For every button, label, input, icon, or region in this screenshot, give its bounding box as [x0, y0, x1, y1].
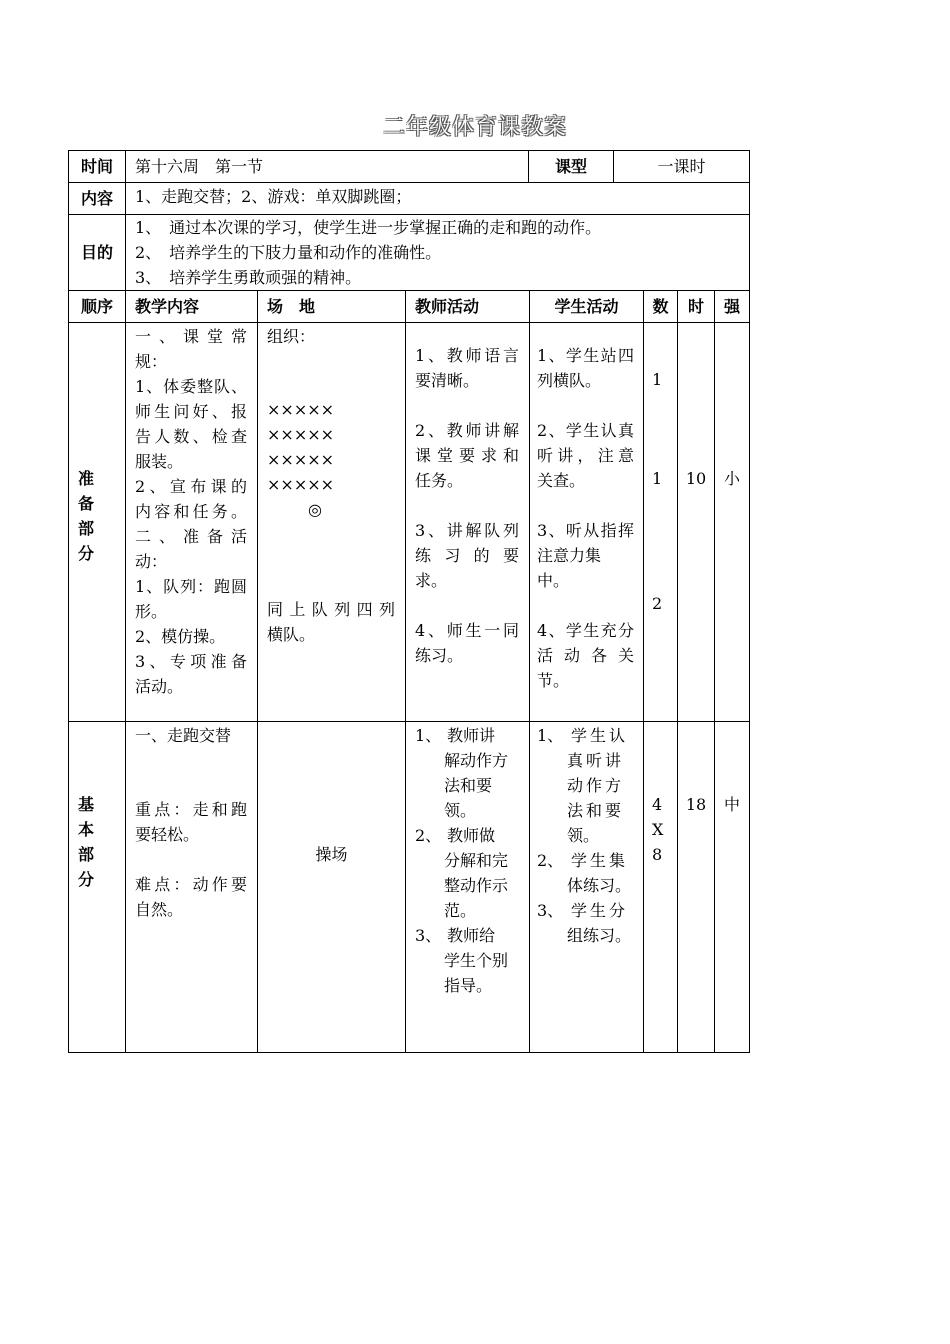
- basic-time: 18: [685, 795, 707, 814]
- venue-organization-label: 组织：: [267, 327, 316, 346]
- preparation-content: [135, 324, 247, 699]
- type-label: 课型: [554, 157, 587, 176]
- preparation-intensity: 小: [723, 469, 740, 488]
- step-number: 1、: [537, 726, 564, 745]
- student-line: 4、学生充分: [537, 621, 634, 640]
- content-line: 服装。: [135, 452, 184, 471]
- content-line: 2、宣布课的: [135, 477, 247, 496]
- teacher-line: 1、教师语言: [415, 346, 519, 365]
- step-line: 学生集: [571, 851, 629, 870]
- teacher-position-mark: ◎: [308, 500, 322, 519]
- student-line: 节。: [537, 671, 570, 690]
- teacher-step: [415, 723, 525, 748]
- goal-line: 1、 通过本次课的学习，使学生进一步掌握正确的走和跑的动作。: [135, 218, 602, 237]
- content-line: 内容和任务。: [135, 502, 247, 521]
- step-line: 学生认: [571, 726, 629, 745]
- venue-note: [267, 597, 395, 647]
- content-line: 1、体委整队、: [135, 377, 247, 396]
- type-value: 一课时: [657, 157, 706, 176]
- student-step: [537, 723, 637, 748]
- step-line: 范。: [444, 901, 477, 920]
- step-number: 1、: [415, 726, 442, 745]
- section-cell: [714, 322, 750, 722]
- key-point-line: 要轻松。: [135, 825, 200, 844]
- basic-venue: 操场: [315, 845, 348, 864]
- content-line: 1、队列：跑圆: [135, 577, 247, 596]
- page-title: 二年级体育课教案: [382, 115, 567, 140]
- count-char: 8: [652, 845, 663, 864]
- step-number: 3、: [415, 926, 442, 945]
- section-cell: [257, 721, 406, 1053]
- formation-row: ×××××: [267, 475, 335, 494]
- student-line: 列横队。: [537, 371, 602, 390]
- student-step: [537, 848, 637, 873]
- step-line: 分解和完: [444, 851, 509, 870]
- content-line: 形。: [135, 602, 168, 621]
- goal-line: 3、 培养学生勇敢顽强的精神。: [135, 268, 362, 287]
- content-line: 3、专项准备: [135, 652, 247, 671]
- column-header-time: 时: [687, 297, 704, 316]
- section-name-preparation: 准 备 部 分: [78, 469, 95, 563]
- count-char: X: [652, 820, 664, 839]
- preparation-count: 2: [652, 594, 663, 613]
- preparation-time: 10: [685, 469, 707, 488]
- content-line: 告人数、检查: [135, 427, 247, 446]
- step-line: 教师做: [447, 826, 496, 845]
- student-line: 关查。: [537, 471, 586, 490]
- content-line: 2、模仿操。: [135, 627, 226, 646]
- basic-key-points: [135, 797, 247, 847]
- teacher-step: [415, 923, 525, 948]
- section-cell: [643, 721, 678, 1053]
- step-line: 动作方: [567, 776, 625, 795]
- content-line: 一、课堂常: [135, 327, 247, 346]
- teacher-step: [415, 823, 525, 848]
- teacher-line: [415, 393, 519, 418]
- step-line: 组练习。: [567, 926, 632, 945]
- goal-line: 2、 培养学生的下肢力量和动作的准确性。: [135, 243, 442, 262]
- formation-diagram: [267, 397, 363, 522]
- content-line: 二、准备活: [135, 527, 247, 546]
- basic-intensity: 中: [723, 795, 740, 814]
- teacher-line: 2、教师讲解: [415, 421, 519, 440]
- content-line: 师生问好、报: [135, 402, 247, 421]
- section-cell: [714, 721, 750, 1053]
- step-line: 领。: [444, 801, 477, 820]
- column-header-venue: 场 地: [267, 297, 316, 316]
- formation-row: ×××××: [267, 425, 335, 444]
- count-char: 4: [652, 795, 663, 814]
- step-line: 学生分: [571, 901, 629, 920]
- teacher-line: 练习。: [415, 646, 464, 665]
- preparation-count: 1: [652, 469, 663, 488]
- formation-row: ×××××: [267, 450, 335, 469]
- section-name-basic: 基 本 部 分: [78, 795, 95, 889]
- student-line: [537, 493, 634, 518]
- time-value: 第十六周 第一节: [135, 157, 264, 176]
- student-step: [537, 898, 637, 923]
- step-line: 指导。: [444, 976, 493, 995]
- teacher-line: 要清晰。: [415, 371, 480, 390]
- step-line: 体练习。: [567, 876, 632, 895]
- student-line: 活动各关: [537, 646, 634, 665]
- step-number: 2、: [415, 826, 442, 845]
- section-cell: [677, 322, 715, 722]
- section-cell: [677, 721, 715, 1053]
- student-line: 3、听从指挥: [537, 521, 634, 540]
- column-header-intensity: 强: [723, 297, 740, 316]
- step-line: 学生个别: [444, 951, 509, 970]
- teacher-line: 练习的要: [415, 546, 519, 565]
- content-label: 内容: [80, 189, 113, 208]
- content-line: 活动。: [135, 677, 184, 696]
- step-line: 领。: [567, 826, 600, 845]
- basic-teacher-activity: [415, 723, 525, 998]
- teacher-line: 3、讲解队列: [415, 521, 519, 540]
- teacher-line: 求。: [415, 571, 448, 590]
- basic-difficulties: [135, 872, 247, 922]
- step-line: 教师给: [447, 926, 496, 945]
- step-line: 整动作示: [444, 876, 509, 895]
- step-number: 2、: [537, 851, 564, 870]
- step-line: 解动作方: [444, 751, 509, 770]
- student-line: 2、学生认真: [537, 421, 634, 440]
- basic-content-title: 一、走跑交替: [135, 726, 232, 745]
- student-line: 1、学生站四: [537, 346, 634, 365]
- preparation-student-activity: [537, 343, 634, 693]
- student-line: 中。: [537, 571, 570, 590]
- student-line: 注意力集: [537, 546, 602, 565]
- content-line: 动：: [135, 552, 168, 571]
- difficulty-line: 难点：动作要: [135, 875, 247, 894]
- goal-label: 目的: [80, 243, 113, 262]
- preparation-teacher-activity: [415, 343, 519, 668]
- student-line: 听讲，注意: [537, 446, 634, 465]
- column-header-count: 数: [652, 297, 669, 316]
- content-value: 1、走跑交替；2、游戏：单双脚跳圈；: [135, 187, 412, 206]
- column-header-student: 学生活动: [554, 297, 619, 316]
- teacher-line: 任务。: [415, 471, 464, 490]
- column-header-order: 顺序: [80, 297, 113, 316]
- content-line: 规：: [135, 352, 168, 371]
- step-line: 法和要: [444, 776, 493, 795]
- teacher-line: [415, 593, 519, 618]
- preparation-count: 1: [652, 370, 663, 389]
- venue-line: 横队。: [267, 625, 316, 644]
- difficulty-line: 自然。: [135, 900, 184, 919]
- column-header-teacher: 教师活动: [415, 297, 480, 316]
- time-label: 时间: [80, 157, 113, 176]
- teacher-line: 课堂要求和: [415, 446, 519, 465]
- teacher-line: 4、师生一同: [415, 621, 519, 640]
- section-cell: [257, 322, 406, 722]
- formation-row: ×××××: [267, 400, 335, 419]
- student-line: [537, 593, 634, 618]
- key-point-line: 重点：走和跑: [135, 800, 247, 819]
- venue-line: 同上队列四列: [267, 600, 395, 619]
- step-line: 教师讲: [447, 726, 496, 745]
- column-header-content: 教学内容: [135, 297, 200, 316]
- step-line: 法和要: [567, 801, 625, 820]
- teacher-line: [415, 493, 519, 518]
- basic-count: [652, 792, 668, 867]
- step-line: 真听讲: [567, 751, 625, 770]
- step-number: 3、: [537, 901, 564, 920]
- student-line: [537, 393, 634, 418]
- basic-student-activity: [537, 723, 637, 948]
